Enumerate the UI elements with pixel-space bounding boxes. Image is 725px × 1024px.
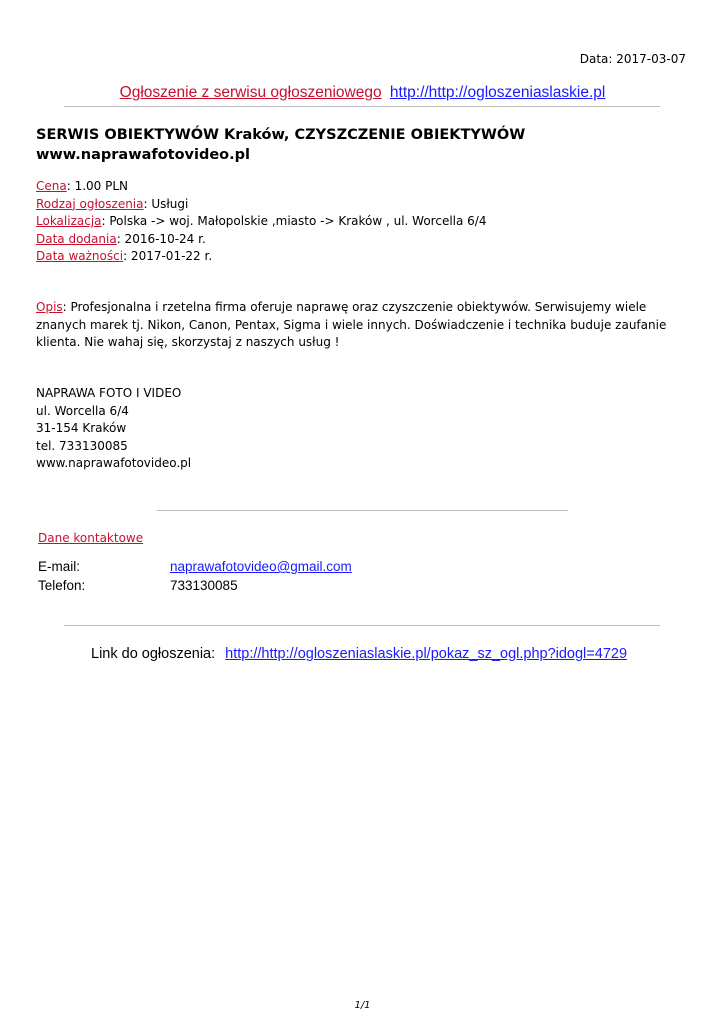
ad-link-row (91, 646, 627, 662)
contact-line: NAPRAWA FOTO I VIDEO (36, 386, 182, 400)
contact-line: www.naprawafotovideo.pl (36, 456, 192, 470)
contact-line: ul. Worcella 6/4 (36, 403, 129, 418)
contact-section-heading: Dane kontaktowe (38, 531, 144, 545)
phone-label: Telefon: (38, 578, 86, 593)
phone-row (0, 578, 725, 596)
field-value: : 2017-01-22 r. (123, 249, 213, 263)
field-value: : 2016-10-24 r. (116, 231, 206, 246)
field-price (36, 178, 486, 196)
email-row (0, 559, 725, 577)
field-value: : 1.00 PLN (66, 179, 129, 193)
contact-line: 31-154 Kraków (36, 421, 127, 435)
field-label: Lokalizacja (36, 214, 102, 228)
ad-title (36, 125, 696, 165)
source-header (0, 84, 725, 102)
document-date: Data: 2017-03-07 (579, 52, 686, 66)
field-date-added (36, 231, 486, 249)
email-link[interactable]: naprawafotovideo@gmail.com (170, 559, 352, 574)
header-divider (64, 106, 660, 107)
description-label: Opis (36, 300, 63, 314)
ad-description (36, 299, 696, 352)
field-date-valid (36, 248, 486, 266)
page-number: 1/1 (354, 1000, 371, 1011)
field-location (36, 213, 486, 231)
ad-link-label: Link do ogłoszenia: (91, 646, 216, 662)
field-value: : Polska -> woj. Małopolskie ,miasto -> Kraków , ul. Worcella 6/4 (101, 214, 487, 228)
ad-title-line-2: www.naprawafotovideo.pl (36, 147, 250, 163)
source-label: Ogłoszenie z serwisu ogłoszeniowego (119, 84, 382, 101)
field-label: Rodzaj ogłoszenia (36, 196, 144, 211)
contact-block (36, 385, 191, 473)
source-url-link[interactable]: http://http://ogloszeniaslaskie.pl (389, 84, 606, 101)
field-label: Cena (36, 179, 67, 193)
description-text: : Profesjonalna i rzetelna firma oferuje naprawę oraz czyszczenie obiektywów. Serwisujemy wiele znanych marek tj. Nikon, Canon, Pentax, Sigma i wiele innych. Doświadczenie i technika buduje zaufanie klienta. Nie wahaj się, skorzystaj z naszych usług ! (36, 300, 667, 349)
ad-fields (36, 178, 486, 266)
field-label: Data ważności (36, 249, 124, 263)
field-type (36, 196, 486, 214)
email-label: E-mail: (38, 559, 81, 574)
contact-line: tel. 733130085 (36, 438, 128, 453)
phone-value: 733130085 (170, 578, 238, 593)
contact-divider (157, 510, 568, 511)
field-label: Data dodania (36, 231, 117, 246)
field-value: : Usługi (143, 196, 189, 211)
link-divider (64, 625, 660, 626)
ad-title-line-1: SERWIS OBIEKTYWÓW Kraków, CZYSZCZENIE OBIEKTYWÓW (36, 127, 526, 143)
ad-link-url[interactable]: http://http://ogloszeniaslaskie.pl/pokaz_sz_ogl.php?idogl=4729 (225, 646, 628, 662)
